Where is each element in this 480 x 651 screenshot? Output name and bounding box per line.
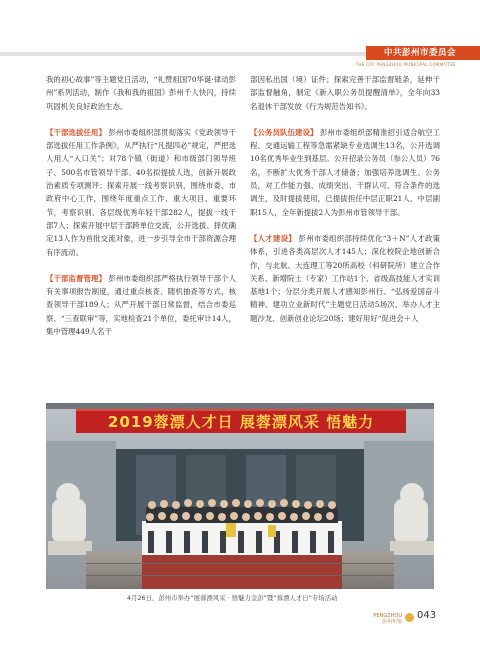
left-column <box>46 73 236 351</box>
section-tag: 【干部监督管理】 <box>46 273 107 283</box>
running-header-subtitle: THE CPC PENGZHOU MUNICIPAL COMMITTEE <box>355 62 456 67</box>
footer-logo-icon <box>405 613 414 622</box>
section-talent <box>250 232 440 325</box>
section-body: 彭州市委组织部贯彻落实《党政领导干部选拔任用工作条例》，从严执行“凡提四必”规定，严把选人用人“入口关”；对78个镇（街道）和市级部门领导班子、500名市管领导干部、40名拟提拔人选，创新开展政治素质专项测评；探索开展一线考察识别，围绕市委、市政府中心工作，围绕年度重点工作、重大项目、重要环节，考察识别、各层级优秀年轻干部282人，提拔一线干部7人；探索开展中层干部跨单位交流，公开选拔、择优确定13人作为首批交流对象，进一步引导全市干部资源合理有序流动。 <box>46 127 236 257</box>
section-cadre-selection <box>46 126 236 259</box>
section-civil-servants <box>250 126 440 219</box>
footer-brand-en: PENGZHOU <box>373 613 402 619</box>
section-body: 彭州市委组织部精准招引适合航空工程、交通运输工程等急需紧缺专业选调生13名，公开选调10名优秀毕业生到基层。公开招录公务员（参公人员）76名，不断扩大优秀干部人才储备；加强培养选调生、公务员，对工作能力强、成绩突出、干群认可、符合条件的选调生，及时提拔使用，已提拔担任中层正职21人、中层副职15人，全年新提拔2人为彭州市管领导干部。 <box>250 127 440 217</box>
right-column <box>250 73 440 338</box>
photo-caption: 4月26日，彭州市举办“展蓉漂风采 · 悟魅力金彭”暨“蓉漂人才日”专场活动 <box>127 594 338 602</box>
footer-brand-zh: 彭州年鉴 <box>381 619 402 625</box>
section-body: 彭州市委组织部持续优化“3＋N”人才政策体系，引进各类高层次人才145人；深化校院企地创新合作，与北航、大连理工等20所高校（科研院所）建立合作关系、新增院士（专家）工作站1个、省级高技能人才实训基地1个；分层分类开展人才感知彭州行、“弘扬爱国奋斗精神、建功立业新时代”主题党日活动5场次、举办人才主题沙龙、创新创业论坛20场；建好用好“促进会＋人 <box>250 233 440 323</box>
section-tag: 【干部选拔任用】 <box>46 127 107 137</box>
page-number: 043 <box>417 610 437 621</box>
group-crowd <box>142 499 342 555</box>
banner-text: 2019蓉漂人才日 展蓉漂风采 悟魅力 <box>107 413 375 431</box>
footer-brand <box>373 613 402 625</box>
section-tag: 【公务员队伍建设】 <box>250 127 318 137</box>
paragraph-continued: 我的初心故事”等主题党日活动，“礼赞祖国70华诞·律动彭州”系列活动，制作《我和我的祖国》彭州千人快闪，持续巩固机关良好政治生态。 <box>46 75 236 111</box>
paragraph-continued: 部因私出国（境）证件；探索完善干部监督链条，延伸干部监督触角，制定《新入职公务员提醒清单》，全年向33名退休干部发放《行为规范告知书》。 <box>250 75 440 111</box>
header-rule <box>0 52 366 56</box>
event-photo <box>46 403 434 589</box>
running-header-title: 中共彭州市委员会 <box>383 48 456 58</box>
section-tag: 【人才建设】 <box>250 233 296 243</box>
section-cadre-supervision <box>46 272 236 338</box>
section-body: 彭州市委组织部严格执行领导干部个人有关事项报告制度，通过重点核查、随机抽查等方式，核查领导干部189人；从严开展干部日常监督，结合市委巡察、“三查联审”等，实地检查21个单位，委托审计14人，集中管理449人名干 <box>46 273 236 337</box>
